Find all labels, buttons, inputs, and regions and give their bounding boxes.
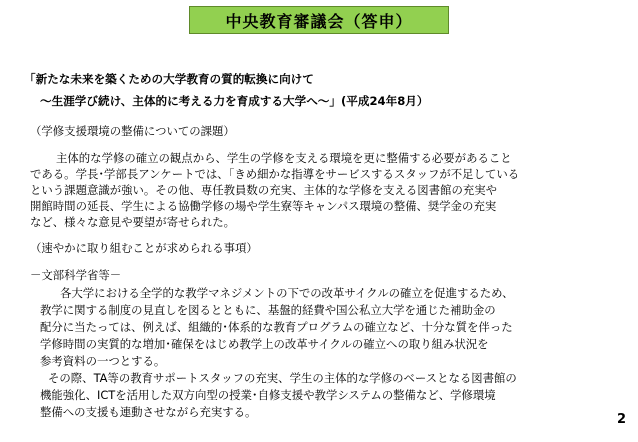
section2-line: その際、TA等の教育サポートスタッフの充実、学生の主体的な学修のベースとなる図書館の <box>48 371 517 385</box>
section2-subheading: －文部科学省等－ <box>30 268 122 282</box>
section1-line: 主体的な学修の確立の観点から、学生の学修を支える環境を更に整備する必要があること <box>56 151 512 165</box>
section2-line: 整備への支援も連動させながら充実する。 <box>40 405 257 419</box>
section1-heading: （学修支援環境の整備についての課題） <box>30 124 235 138</box>
section2-heading: （速やかに取り組むことが求められる事項） <box>30 241 258 255</box>
section1-line: という課題意識が強い。その他、専任教員数の充実、主体的な学修を支える図書館の充実や <box>30 183 498 197</box>
section2-line: 機能強化、ICTを活用した双方向型の授業･自修支援や教学システムの整備など、学修環境 <box>40 388 496 402</box>
page-title: 中央教育審議会（答申） <box>189 6 449 34</box>
section2-line: 各大学における全学的な教学マネジメントの下での改革サイクルの確立を促進するため、 <box>60 286 514 300</box>
section1-line: 開館時間の延長、学生による協働学修の場や学生寮等キャンパス環境の整備、奨学金の充実 <box>30 199 497 213</box>
page-number: 2 <box>616 412 626 427</box>
section2-line: 参考資料の一つとする。 <box>40 354 166 368</box>
section2-line: 配分に当たっては、例えば、組織的･体系的な教育プログラムの確立など、十分な質を伴った <box>40 320 513 334</box>
section2-line: 学修時間の実質的な増加･確保をはじめ教学上の改革サイクルの確立への取り組み状況を <box>40 337 489 351</box>
report-title-line1: 「新たな未来を築くための大学教育の質的転換に向けて <box>24 72 314 86</box>
section1-line: である。学長･学部長アンケートでは、「きめ細かな指導をサービスするスタッフが不足している <box>30 167 520 181</box>
section1-line: など、様々な意見や要望が寄せられた。 <box>30 215 236 229</box>
section2-line: 教学に関する制度の見直しを図るとともに、基盤的経費や国公私立大学を通じた補助金の <box>40 303 496 317</box>
report-title-line2: ～生涯学び続け、主体的に考える力を育成する大学へ～」(平成24年8月） <box>40 94 429 108</box>
